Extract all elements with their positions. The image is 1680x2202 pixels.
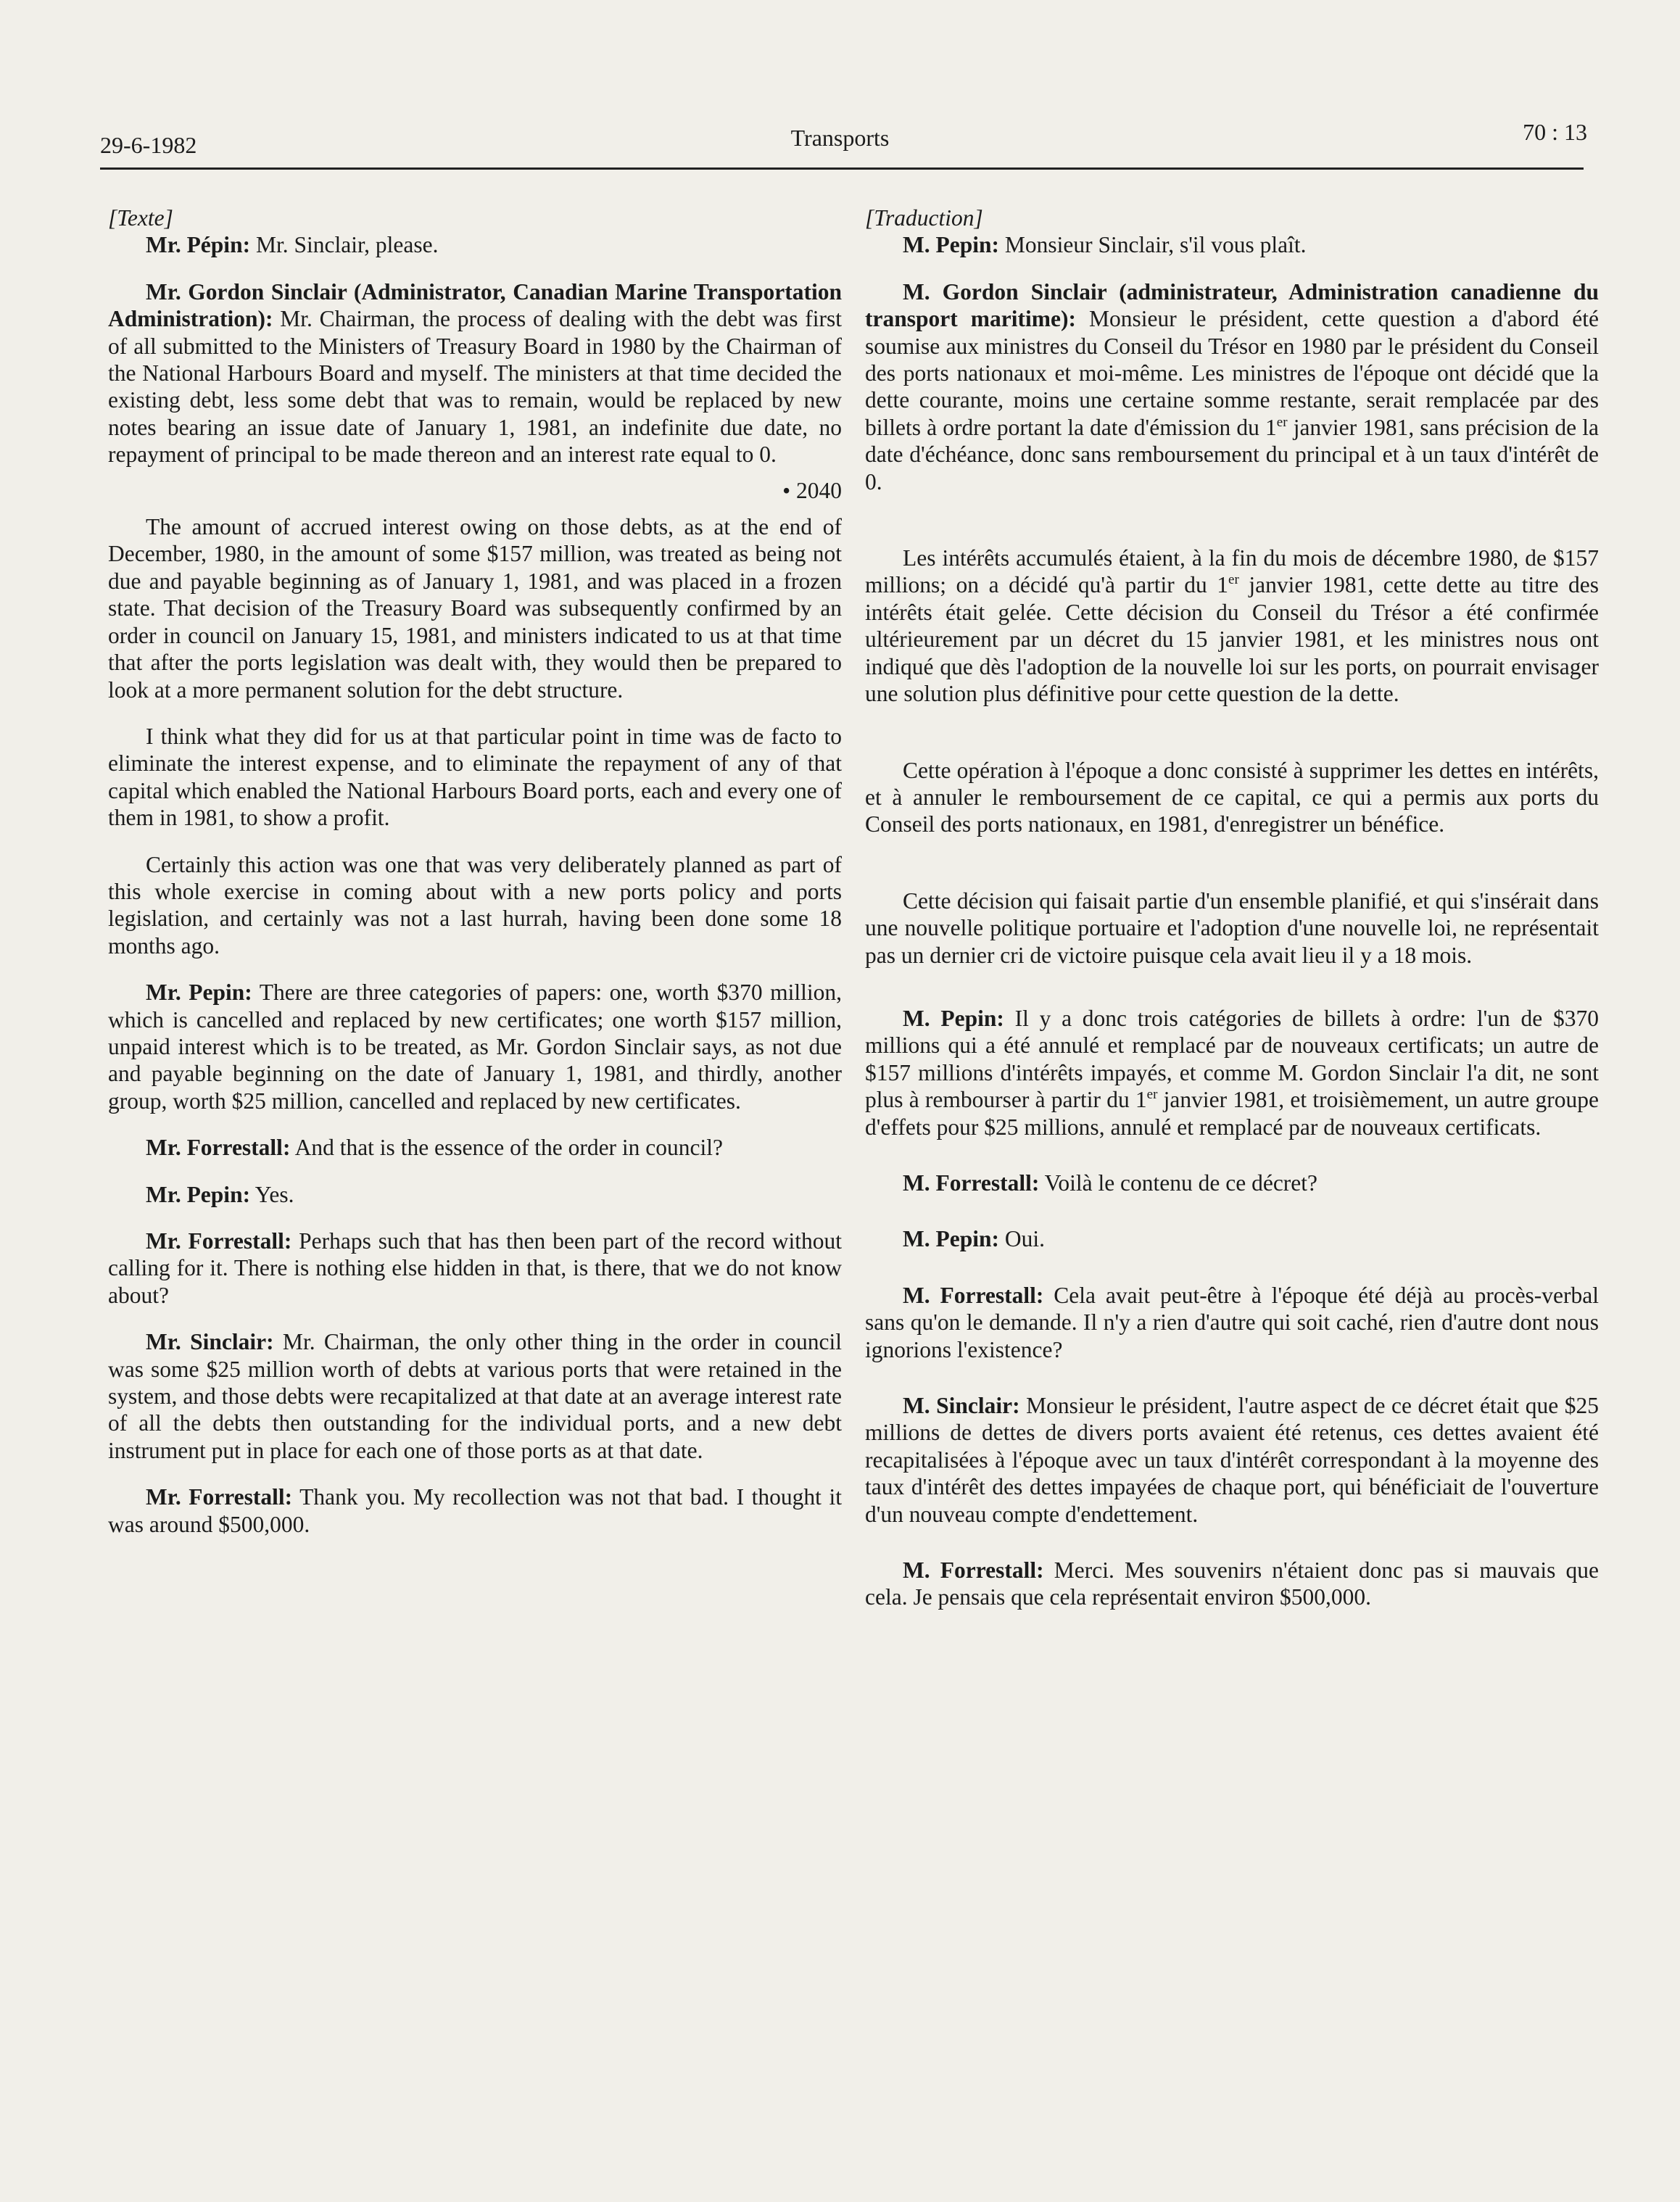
speaker-name: Mr. Gordon Sinclair (Administrator, Canadian Marine Transportation Administration): xyxy=(108,278,842,332)
paragraph-text: Merci. Mes souvenirs n'étaient donc pas si mauvais que cela. Je pensais que cela représentait environ $500,000. xyxy=(865,1557,1599,1610)
time-marker: • 2040 xyxy=(782,477,842,503)
speaker-name: Mr. Pépin: xyxy=(146,232,251,258)
french-section-label-text: Traduction xyxy=(874,205,975,231)
paragraph-text: The amount of accrued interest owing on those debts, as at the end of December, 1980, in the amount of some $157 million, was treated as being not due and payable beginning as of January 1, 1981, and was placed in a frozen state. That decision of the Treasury Board was subsequently confirmed by an order in council on January 15, 1981, and ministers indicated to us at that time that after the ports legislation was dealt with, they would then be prepared to look at a more permanent solution for the debt structure. xyxy=(108,514,842,703)
french-paragraph xyxy=(865,1005,1599,1141)
english-paragraph xyxy=(108,1134,842,1161)
english-paragraph xyxy=(108,851,842,960)
paragraph-text: Certainly this action was one that was very deliberately planned as part of this whole exercise in coming about with a new ports policy and ports legislation, and certainly was not a last hurrah, having been done some 18 months ago. xyxy=(108,851,842,959)
english-section-label-text: Texte xyxy=(117,205,165,231)
french-section-label: [Traduction] xyxy=(865,205,983,231)
paragraph-text: Thank you. My recollection was not that bad. I thought it was around $500,000. xyxy=(108,1484,842,1537)
french-paragraph xyxy=(865,545,1599,707)
paragraph-text: Cette décision qui faisait partie d'un ensemble planifié, et qui s'insérait dans une nouvelle politique portuaire et l'adoption d'une nouvelle loi, ne représentait pas un dernier cri de victoire puisque cela avait lieu il y a 18 mois. xyxy=(865,887,1599,968)
english-paragraph xyxy=(108,513,842,703)
english-paragraph xyxy=(108,1228,842,1309)
french-paragraph xyxy=(865,231,1599,258)
paragraph-text: Mr. Sinclair, please. xyxy=(250,232,439,258)
paragraph-text: I think what they did for us at that particular point in time was de facto to eliminate the interest expense, and to eliminate the repayment of any of that capital which enabled the National Harbours Board ports, each and every one of them in 1981, to show a profit. xyxy=(108,723,842,831)
paragraph-text: Oui. xyxy=(998,1226,1045,1252)
french-paragraph xyxy=(865,1557,1599,1611)
paragraph-text: Mr. Chairman, the only other thing in the order in council was some $25 million worth of debts at various ports that were retained in the system, and those debts were recapitalized at that date at an average interest rate of all the debts then outstanding for the individual ports, and a new debt instrument put in place for each one of those ports as at that date. xyxy=(108,1329,842,1463)
paragraph-text: There are three categories of papers: one, worth $370 million, which is cancelled and replaced by new certificates; one worth $157 million, unpaid interest which is to be treated, as Mr. Gordon Sinclair says, as not due and payable beginning on the date of January 1, 1981, and thirdly, another group, worth $25 million, cancelled and replaced by new certificates. xyxy=(108,980,843,1114)
english-paragraph xyxy=(108,1328,842,1464)
header-page-number: 70 : 13 xyxy=(1523,119,1587,145)
english-column xyxy=(108,204,842,1557)
paragraph-text: Il y a donc trois catégories de billets à ordre: l'un de $370 millions qui a été annulé et remplacé par de nouveaux certificats; un autre de $157 millions d'intérêts impayés, et comme M. Gordon Sinclair l'a dit, ne sont plus à rembourser à partir du 1er janvier 1981, et troisièmement, un autre groupe d'effets pour $25 millions, annulé et remplacé par de nouveaux certificats. xyxy=(865,1005,1599,1140)
english-paragraph xyxy=(108,231,842,258)
english-paragraph xyxy=(108,723,842,832)
french-paragraph xyxy=(865,1225,1599,1252)
speaker-name: M. Gordon Sinclair (administrateur, Administration canadienne du transport maritime): xyxy=(865,278,1599,332)
paragraph-text: Monsieur Sinclair, s'il vous plaît. xyxy=(998,232,1307,258)
speaker-name: Mr. Sinclair: xyxy=(146,1329,274,1355)
french-paragraph xyxy=(865,757,1599,838)
paragraph-text: Mr. Chairman, the process of dealing with the debt was first of all submitted to the Ministers of Treasury Board in 1980 by the Chairman of the National Harbours Board and myself. The ministers at that time decided the existing debt, less some debt that was to remain, would be replaced by new notes bearing an issue date of January 1, 1981, an indefinite due date, no repayment of principal to be made thereon and an interest rate equal to 0. xyxy=(108,306,842,468)
french-paragraph xyxy=(865,1170,1599,1196)
speaker-name: M. Forrestall: xyxy=(903,1282,1044,1308)
speaker-name: M. Pepin: xyxy=(903,232,999,258)
speaker-name: Mr. Pepin: xyxy=(146,980,252,1006)
speaker-name: M. Sinclair: xyxy=(903,1393,1020,1418)
header-date: 29-6-1982 xyxy=(100,132,197,158)
speaker-name: M. Pepin: xyxy=(903,1226,999,1252)
speaker-name: Mr. Pepin: xyxy=(146,1181,251,1207)
french-paragraph xyxy=(865,1392,1599,1528)
paragraph-text: Cela avait peut-être à l'époque été déjà au procès-verbal sans qu'on le demande. Il n'y a rien d'autre qui soit caché, rien d'autre dont nous ignorions l'existence? xyxy=(865,1282,1599,1362)
header-title: Transports xyxy=(790,125,890,151)
paragraph-text: Cette opération à l'époque a donc consisté à supprimer les dettes en intérêts, et à annuler le remboursement de ce capital, ce qui a permis aux ports du Conseil des ports nationaux, en 1981, d'enregistrer un bénéfice. xyxy=(865,757,1599,837)
french-column xyxy=(865,204,1599,1640)
speaker-name: M. Forrestall: xyxy=(903,1170,1040,1196)
paragraph-text: Les intérêts accumulés étaient, à la fin du mois de décembre 1980, de $157 millions; on a décidé qu'à partir du 1er janvier 1981, cette dette au titre des intérêts était gelée. Cette décision du Conseil du Trésor a été confirmée ultérieurement par un décret du 15 janvier 1981, et les ministres nous ont indiqué que dès l'adoption de la nouvelle loi sur les ports, on pourrait envisager une solution plus définitive pour cette question de la dette. xyxy=(865,545,1599,707)
speaker-name: M. Forrestall: xyxy=(903,1557,1044,1584)
paragraph-text: And that is the essence of the order in council? xyxy=(290,1135,723,1161)
french-paragraph xyxy=(865,887,1599,969)
speaker-name: Mr. Forrestall: xyxy=(146,1484,293,1510)
speaker-name: Mr. Forrestall: xyxy=(146,1135,291,1161)
english-paragraph xyxy=(108,1483,842,1538)
french-paragraph xyxy=(865,1282,1599,1363)
paragraph-text: Monsieur le président, cette question a d'abord été soumise aux ministres du Conseil du Trésor en 1980 par le président du Conseil des ports nationaux et moi-même. Les ministres de l'époque ont décidé que la dette courante, moins une certaine somme restante, serait remplacée par des billets à ordre portant la date d'émission du 1er janvier 1981, sans précision de la date d'échéance, donc sans remboursement du principal et à un taux d'intérêt de 0. xyxy=(865,306,1600,494)
paragraph-text: Yes. xyxy=(250,1181,294,1207)
paragraph-text: Monsieur le président, l'autre aspect de ce décret était que $25 millions de dettes de divers ports avaient été retenus, ces dettes avaient été recapitalisées à l'époque avec un taux d'intérêt correspondant à la moyenne des taux d'intérêt des dettes impayées de chaque port, qui bénéficiait de l'ouverture d'un nouveau compte d'endettement. xyxy=(865,1393,1599,1527)
speaker-name: Mr. Forrestall: xyxy=(146,1228,292,1254)
english-paragraph xyxy=(108,1181,842,1208)
paragraph-text: Perhaps such that has then been part of the record without calling for it. There is nothing else hidden in that, is there, that we do not know about? xyxy=(108,1228,842,1308)
speaker-name: M. Pepin: xyxy=(903,1005,1004,1031)
english-paragraph xyxy=(108,979,842,1114)
french-paragraph xyxy=(865,278,1599,495)
header-rule xyxy=(100,167,1584,170)
paragraph-text: Voilà le contenu de ce décret? xyxy=(1039,1170,1318,1196)
english-section-label: [Texte] xyxy=(108,205,173,231)
english-paragraph xyxy=(108,278,842,468)
